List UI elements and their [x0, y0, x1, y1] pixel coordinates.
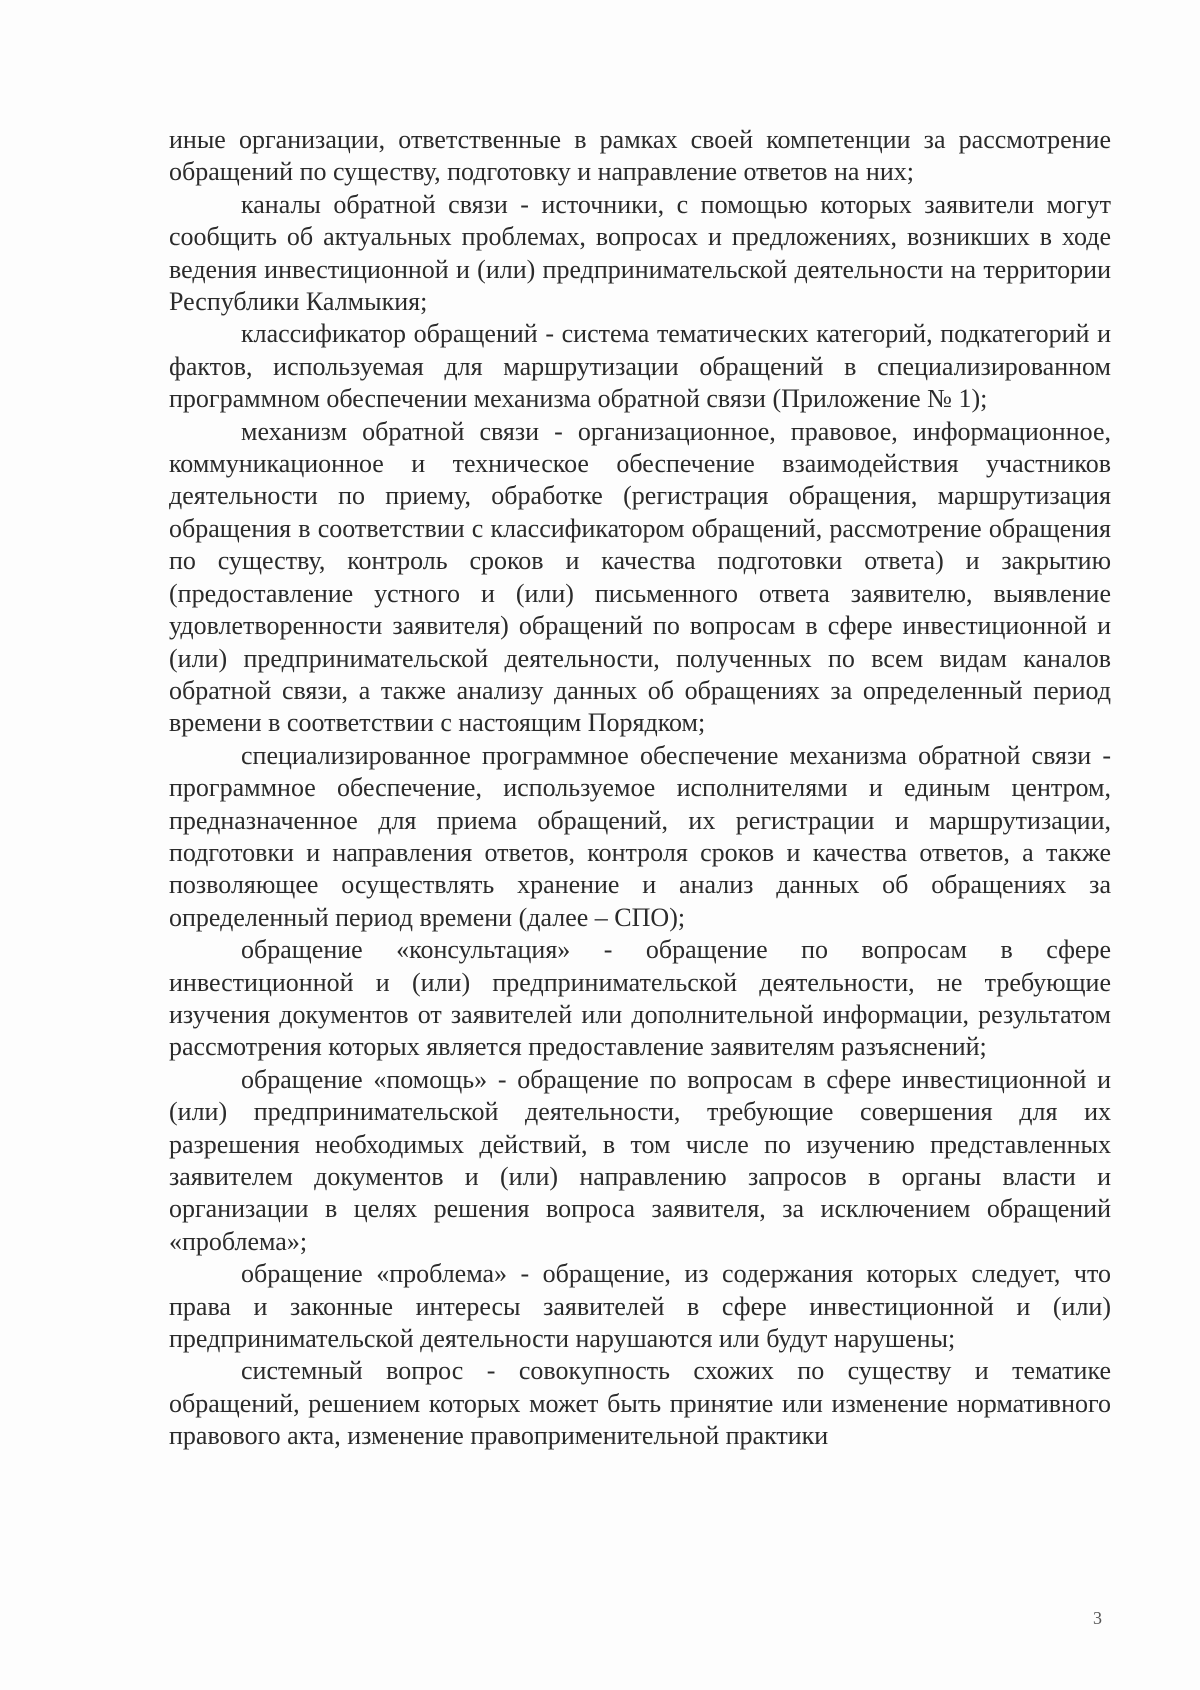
paragraph-continuation: иные организации, ответственные в рамках своей компетенции за рассмотрение обращений по существу, подготовку и направление ответов на них;	[169, 125, 1111, 187]
paragraph-problem: обращение «проблема» - обращение, из содержания которых следует, что права и законные интересы заявителей в сфере инвестиционной и (или) предпринимательской деятельности нарушаются или будут нарушены;	[169, 1259, 1111, 1354]
paragraph-help: обращение «помощь» - обращение по вопросам в сфере инвестиционной и (или) предпринимательской деятельности, требующие совершения для их разрешения необходимых действий, в том числе по изучению представленных заявителем документов и (или) направлению запросов в органы власти и организации в целях решения вопроса заявителя, за исключением обращений «проблема»;	[169, 1064, 1111, 1256]
paragraph-classifier: классификатор обращений - система тематических категорий, подкатегорий и фактов, используемая для маршрутизации обращений в специализированном программном обеспечении механизма обратной связи (Приложение № 1);	[169, 319, 1111, 414]
page-number: 3	[1093, 1608, 1102, 1628]
document-body	[169, 124, 1111, 1453]
paragraph-consultation: обращение «консультация» - обращение по вопросам в сфере инвестиционной и (или) предпринимательской деятельности, не требующие изучения документов от заявителей или дополнительной информации, результатом рассмотрения которых является предоставление заявителям разъяснений;	[169, 935, 1111, 1062]
paragraph-feedback-mechanism: механизм обратной связи - организационное, правовое, информационное, коммуникационное и техническое обеспечение взаимодействия участников деятельности по приему, обработке (регистрация обращения, маршрутизация обращения в соответствии с классификатором обращений, рассмотрение обращения по существу, контроль сроков и качества подготовки ответа) и закрытию (предоставление устного и (или) письменного ответа заявителю, выявление удовлетворенности заявителя) обращений по вопросам в сфере инвестиционной и (или) предпринимательской деятельности, полученных по всем видам каналов обратной связи, а также анализу данных об обращениях за определенный период времени в соответствии с настоящим Порядком;	[169, 416, 1111, 738]
paragraph-systemic-issue: системный вопрос - совокупность схожих по существу и тематике обращений, решением которых может быть принятие или изменение нормативного правового акта, изменение правоприменительной практики	[169, 1356, 1111, 1451]
paragraph-feedback-channels: каналы обратной связи - источники, с помощью которых заявители могут сообщить об актуальных проблемах, вопросах и предложениях, возникших в ходе ведения инвестиционной и (или) предпринимательской деятельности на территории Республики Калмыкия;	[169, 189, 1111, 317]
paragraph-specialized-software: специализированное программное обеспечение механизма обратной связи - программное обеспечение, используемое исполнителями и единым центром, предназначенное для приема обращений, их регистрации и маршрутизации, подготовки и направления ответов, контроля сроков и качества ответов, а также позволяющее осуществлять хранение и анализ данных об обращениях за определенный период времени (далее – СПО);	[169, 740, 1111, 932]
